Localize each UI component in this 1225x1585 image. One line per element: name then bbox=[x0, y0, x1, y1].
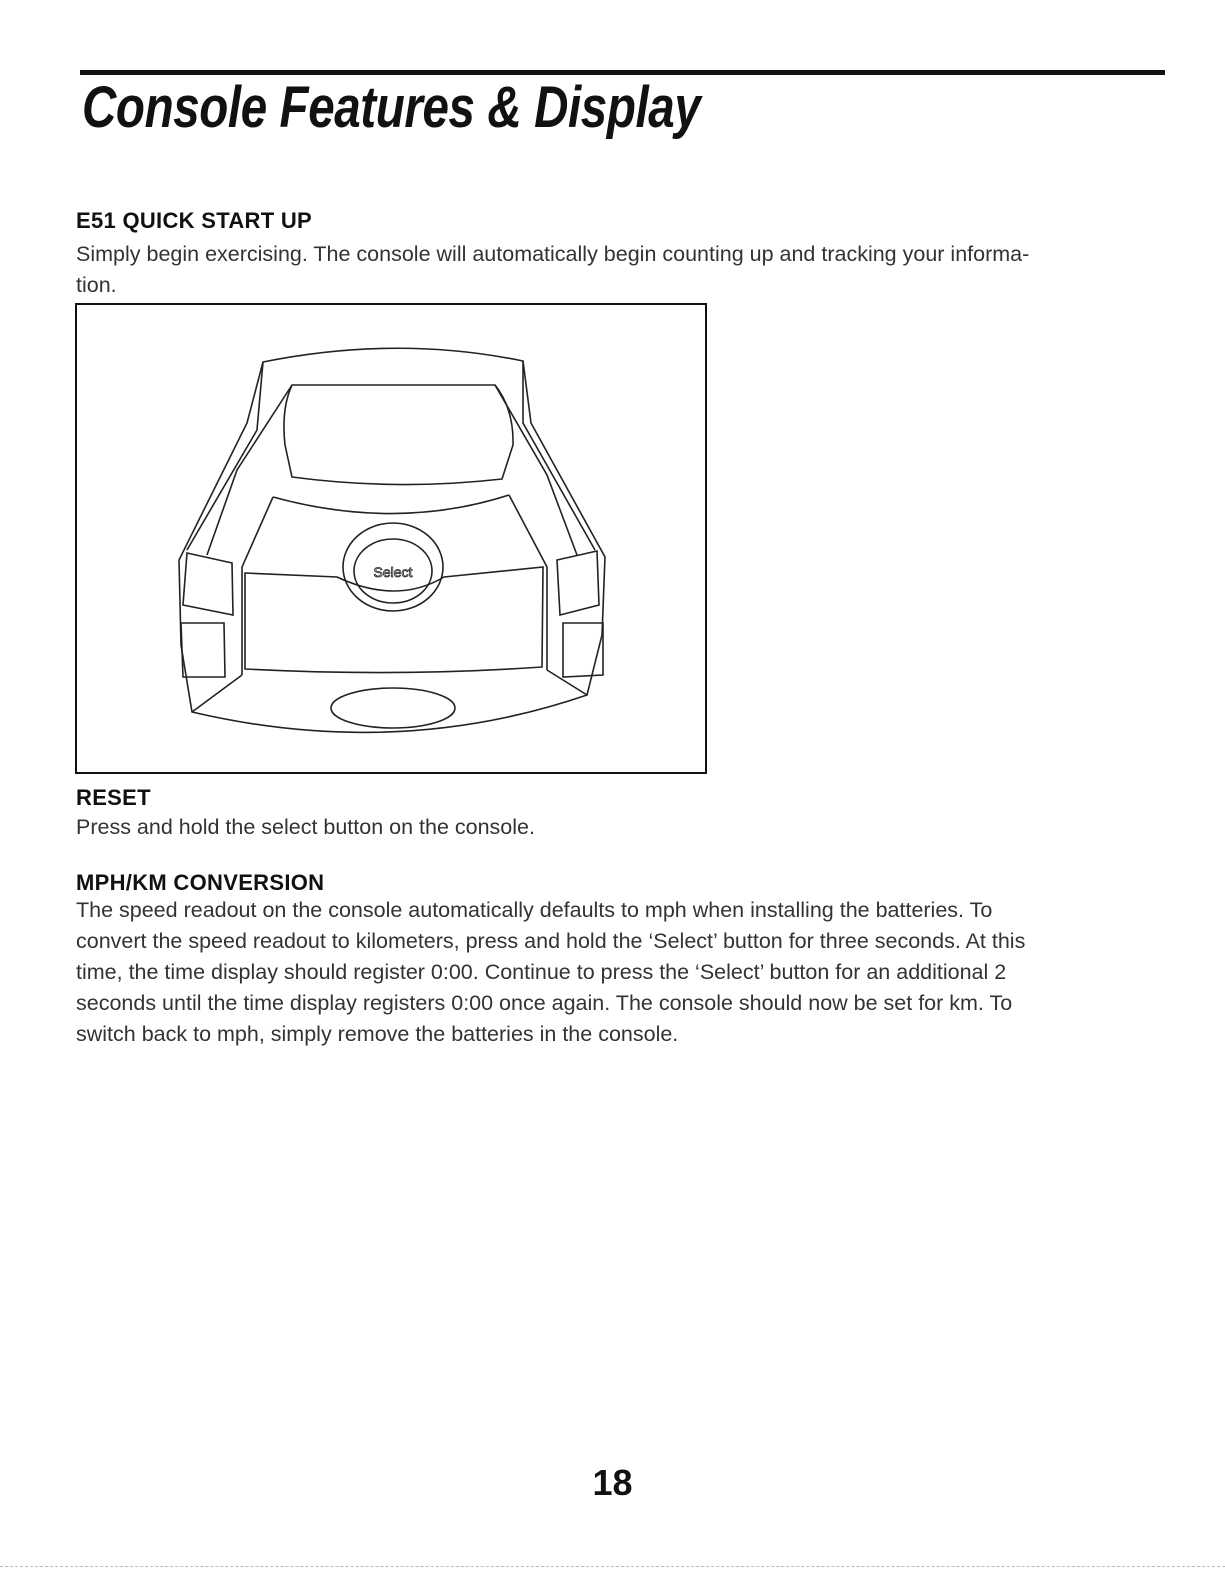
bottom-divider bbox=[0, 1566, 1225, 1567]
conversion-heading: MPH/KM CONVERSION bbox=[76, 870, 325, 895]
page-number: 18 bbox=[592, 1462, 633, 1503]
reset-text: Press and hold the select button on the console. bbox=[76, 815, 535, 839]
select-button-label: Select bbox=[373, 564, 413, 580]
quick-start-heading: E51 QUICK START UP bbox=[76, 208, 313, 233]
quick-start-text: Simply begin exercising. The console will automatically begin counting up and tracking your informa- tion. bbox=[76, 242, 1030, 297]
console-illustration bbox=[77, 305, 709, 776]
conversion-text: The speed readout on the console automatically defaults to mph when installing the batteries. To convert the speed readout to kilometers, press and hold the ‘Select’ button for three seconds. At this time, the time display should register 0:00. Continue to press the ‘Select’ button for an additional 2 seconds until the time display registers 0:00 once again. The console should now be set for km. To switch back to mph, simply remove the batteries in the console. bbox=[76, 898, 1026, 1046]
console-figure bbox=[75, 303, 707, 774]
page-title: Console Features & Display bbox=[82, 75, 701, 140]
reset-heading: RESET bbox=[76, 785, 151, 810]
